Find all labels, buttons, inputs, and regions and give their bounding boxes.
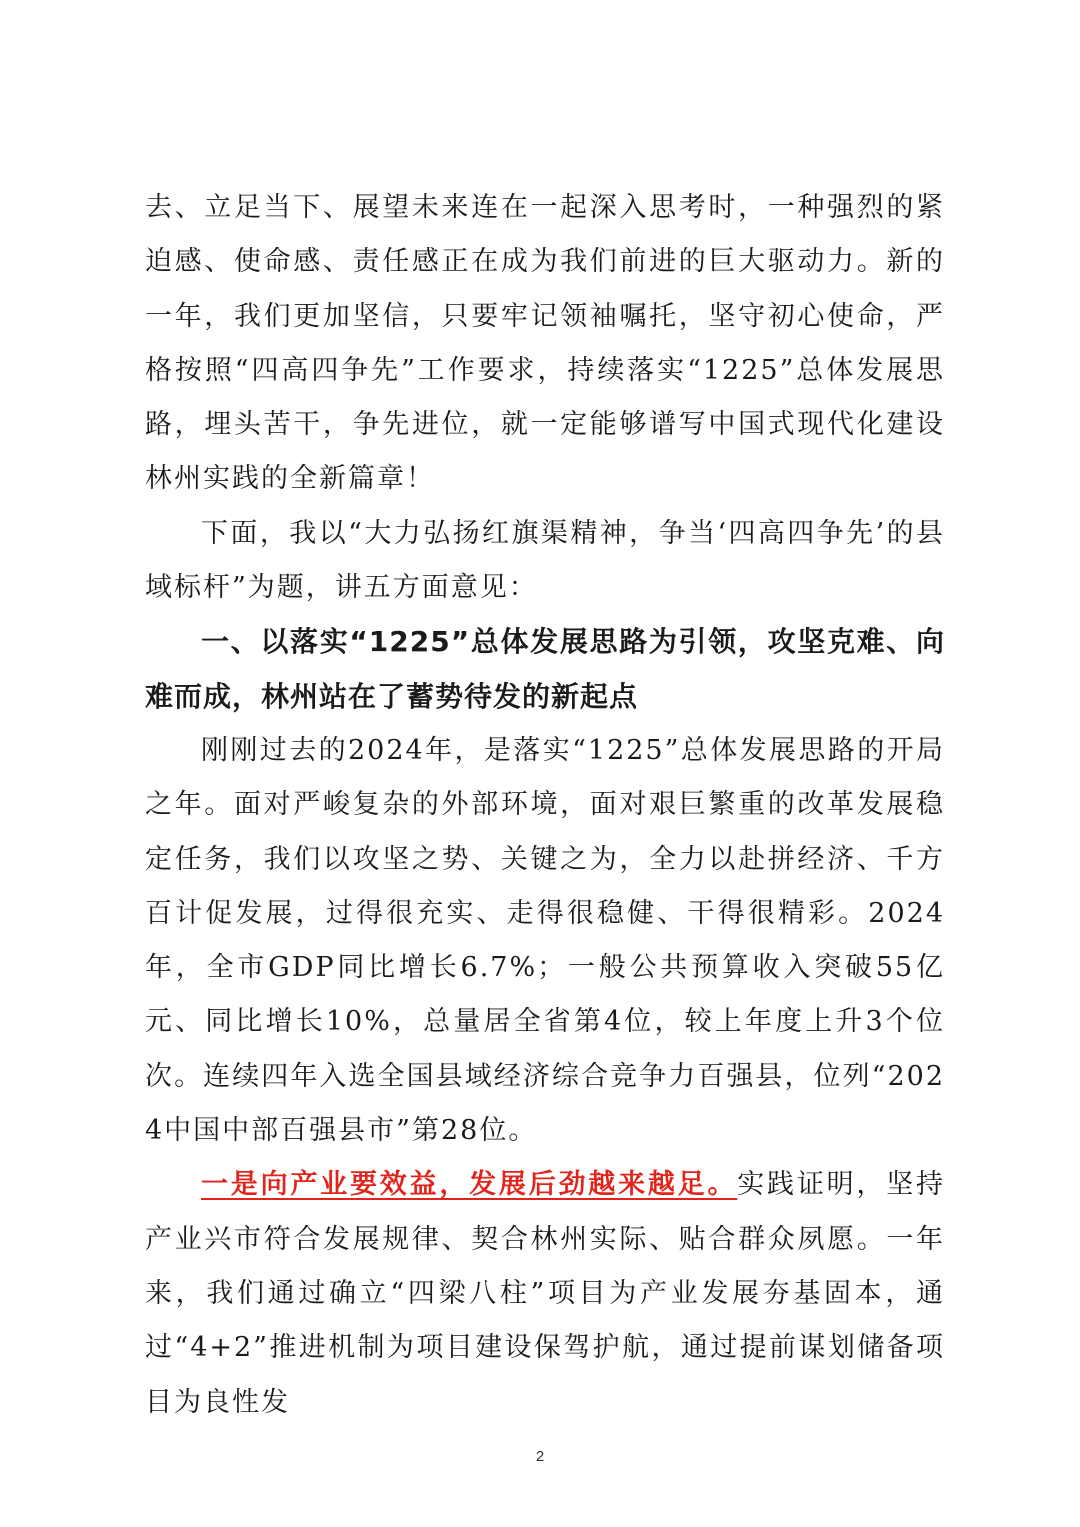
paragraph-industry-body: 实践证明，坚持产业兴市符合发展规律、契合林州实际、贴合群众夙愿。一年来，我们通过确立“四梁八柱”项目为产业发展夯基固本，通过“4+2”推进机制为项目建设保驾护航，通过提前谋划储备项目为良性发	[145, 1169, 945, 1418]
paragraph-industry	[145, 1158, 945, 1429]
section-heading: 一、以落实“1225”总体发展思路为引领，攻坚克难、向难而成，林州站在了蓄势待发的新起点	[145, 625, 945, 713]
paragraph-review-2024: 刚刚过去的2024年，是落实“1225”总体发展思路的开局之年。面对严峻复杂的外部环境，面对艰巨繁重的改革发展稳定任务，我们以攻坚之势、关键之为，全力以赴拼经济、千方百计促发展，过得很充实、走得很稳健、干得很精彩。2024年，全市GDP同比增长6.7%；一般公共预算收入突破55亿元、同比增长10%，总量居全省第4位，较上年度上升3个位次。连续四年入选全国县域经济综合竞争力百强县，位列“2024中国中部百强县市”第28位。	[145, 734, 945, 1147]
highlighted-point: 一是向产业要效益，发展后劲越来越足。	[201, 1169, 738, 1201]
paragraph-continuation: 去、立足当下、展望未来连在一起深入思考时，一种强烈的紧迫感、使命感、责任感正在成为我们前进的巨大驱动力。新的一年，我们更加坚信，只要牢记领袖嘱托，坚守初心使命，严格按照“四高四争先”工作要求，持续落实“1225”总体发展思路，埋头苦干，争先进位，就一定能够谱写中国式现代化建设林州实践的全新篇章！	[145, 192, 945, 495]
page-number: 2	[535, 1448, 545, 1465]
document-body	[145, 181, 945, 1430]
paragraph-intro: 下面，我以“大力弘扬红旗渠精神，争当‘四高四争先’的县域标杆”为题，讲五方面意见：	[145, 517, 945, 604]
